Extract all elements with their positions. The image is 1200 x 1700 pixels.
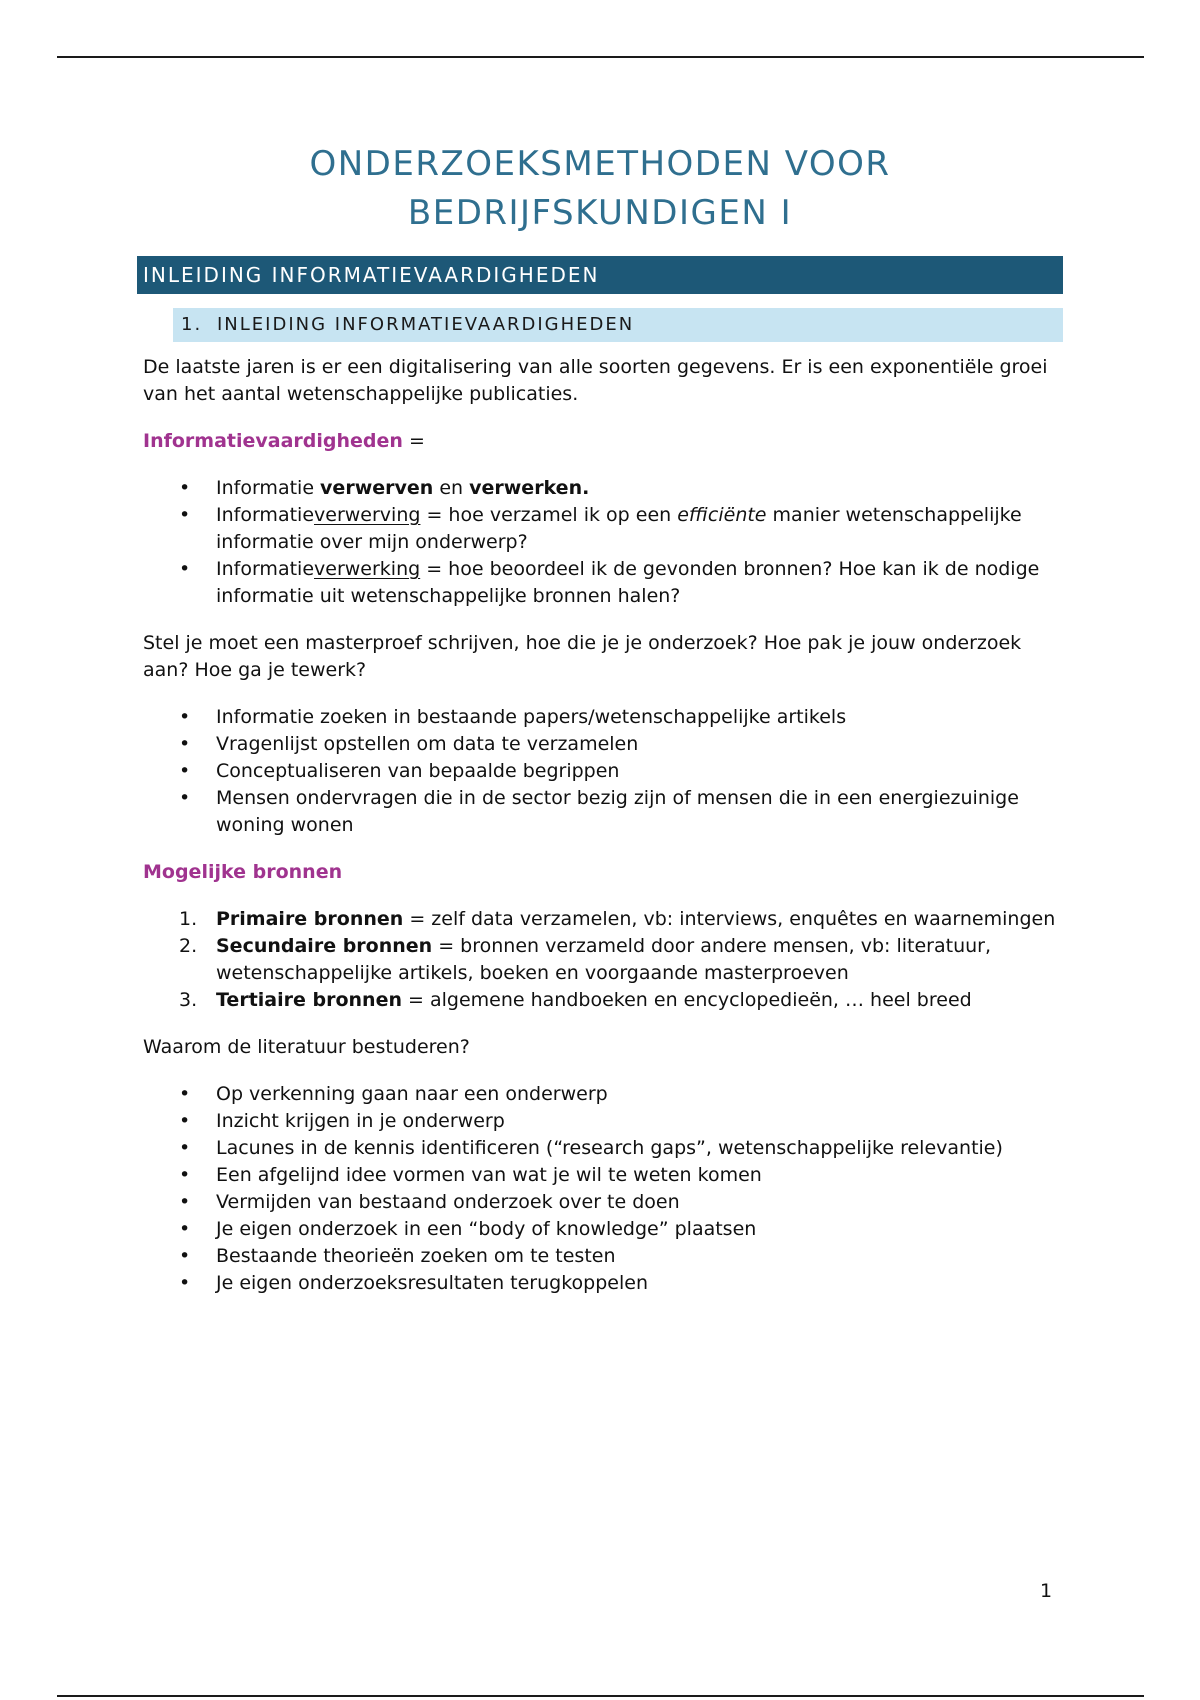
list-number: 1.	[179, 908, 198, 930]
approach-list	[137, 704, 1063, 839]
bullet: •	[179, 760, 191, 782]
bullet: •	[179, 1164, 191, 1186]
list-item: • Inzicht krijgen in je onderwerp	[137, 1108, 1063, 1135]
page-number: 1	[1040, 1580, 1053, 1602]
list-number: 3.	[179, 989, 198, 1011]
heading-2	[173, 308, 1063, 342]
list-item: • Je eigen onderzoeksresultaten terugkoppelen	[137, 1270, 1063, 1297]
list-item: • Informatie verwerven en verwerken.	[137, 475, 1063, 502]
bullet: •	[179, 1191, 191, 1213]
title-line-2: BEDRIJFSKUNDIGEN I	[407, 193, 793, 233]
bullet: •	[179, 477, 191, 499]
list-item: • Conceptualiseren van bepaalde begrippen	[137, 758, 1063, 785]
bullet: •	[179, 706, 191, 728]
list-item: 1. Primaire bronnen = zelf data verzamelen, vb: interviews, enquêtes en waarnemingen	[137, 906, 1063, 933]
list-item: • Informatieverwerving = hoe verzamel ik op een efficiënte manier wetenschappelijke informatie over mijn onderwerp?	[179, 504, 1022, 553]
bullet: •	[179, 1083, 191, 1105]
sources-heading: Mogelijke bronnen	[143, 861, 343, 883]
list-item: • Informatie zoeken in bestaande papers/wetenschappelijke artikels	[137, 704, 1063, 731]
definition-list	[137, 475, 1063, 610]
document-title	[137, 140, 1063, 238]
list-item: • Je eigen onderzoek in een “body of knowledge” plaatsen	[137, 1216, 1063, 1243]
heading-2-number: 1.	[181, 314, 203, 335]
bullet: •	[179, 787, 191, 809]
question-literature: Waarom de literatuur bestuderen?	[143, 1036, 470, 1058]
page-content	[137, 140, 1063, 1297]
list-item: • Lacunes in de kennis identificeren (“research gaps”, wetenschappelijke relevantie)	[137, 1135, 1063, 1162]
reasons-list	[137, 1081, 1063, 1297]
question-masterproef: Stel je moet een masterproef schrijven, hoe die je je onderzoek? Hoe pak je jouw onderzoek aan? Hoe ga je tewerk?	[143, 632, 1022, 681]
list-item: • Bestaande theorieën zoeken om te testen	[137, 1243, 1063, 1270]
list-number: 2.	[179, 935, 198, 957]
definition-term: Informatievaardigheden	[143, 430, 403, 452]
definition-heading	[137, 428, 1063, 455]
list-item: 3. Tertiaire bronnen = algemene handboeken en encyclopedieën, … heel breed	[137, 987, 1063, 1014]
intro-paragraph: De laatste jaren is er een digitalisering van alle soorten gegevens. Er is een exponentiële groei van het aantal wetenschappelijke publicaties.	[143, 356, 1048, 405]
bottom-rule	[57, 1695, 1144, 1697]
bullet: •	[179, 1218, 191, 1240]
list-item: • Informatieverwerking = hoe beoordeel ik de gevonden bronnen? Hoe kan ik de nodige informatie uit wetenschappelijke bronnen halen?	[179, 558, 1040, 607]
title-line-1: ONDERZOEKSMETHODEN VOOR	[309, 144, 891, 184]
list-item: • Op verkenning gaan naar een onderwerp	[137, 1081, 1063, 1108]
top-rule	[57, 56, 1144, 58]
heading-1: INLEIDING INFORMATIEVAARDIGHEDEN	[137, 256, 1063, 294]
bullet: •	[179, 1110, 191, 1132]
list-item: • Mensen ondervragen die in de sector bezig zijn of mensen die in een energiezuinige woning wonen	[179, 787, 1019, 836]
list-item: • Vragenlijst opstellen om data te verzamelen	[137, 731, 1063, 758]
bullet: •	[179, 558, 191, 580]
bullet: •	[179, 1272, 191, 1294]
list-item: 2. Secundaire bronnen = bronnen verzameld door andere mensen, vb: literatuur, wetenschappelijke artikels, boeken en voorgaande masterproeven	[179, 935, 992, 984]
sources-list	[137, 906, 1063, 1014]
heading-2-text: INLEIDING INFORMATIEVAARDIGHEDEN	[217, 314, 635, 335]
bullet: •	[179, 504, 191, 526]
list-item: • Vermijden van bestaand onderzoek over te doen	[137, 1189, 1063, 1216]
bullet: •	[179, 1137, 191, 1159]
bullet: •	[179, 733, 191, 755]
list-item: • Een afgelijnd idee vormen van wat je wil te weten komen	[137, 1162, 1063, 1189]
definition-equals: =	[402, 430, 425, 452]
bullet: •	[179, 1245, 191, 1267]
